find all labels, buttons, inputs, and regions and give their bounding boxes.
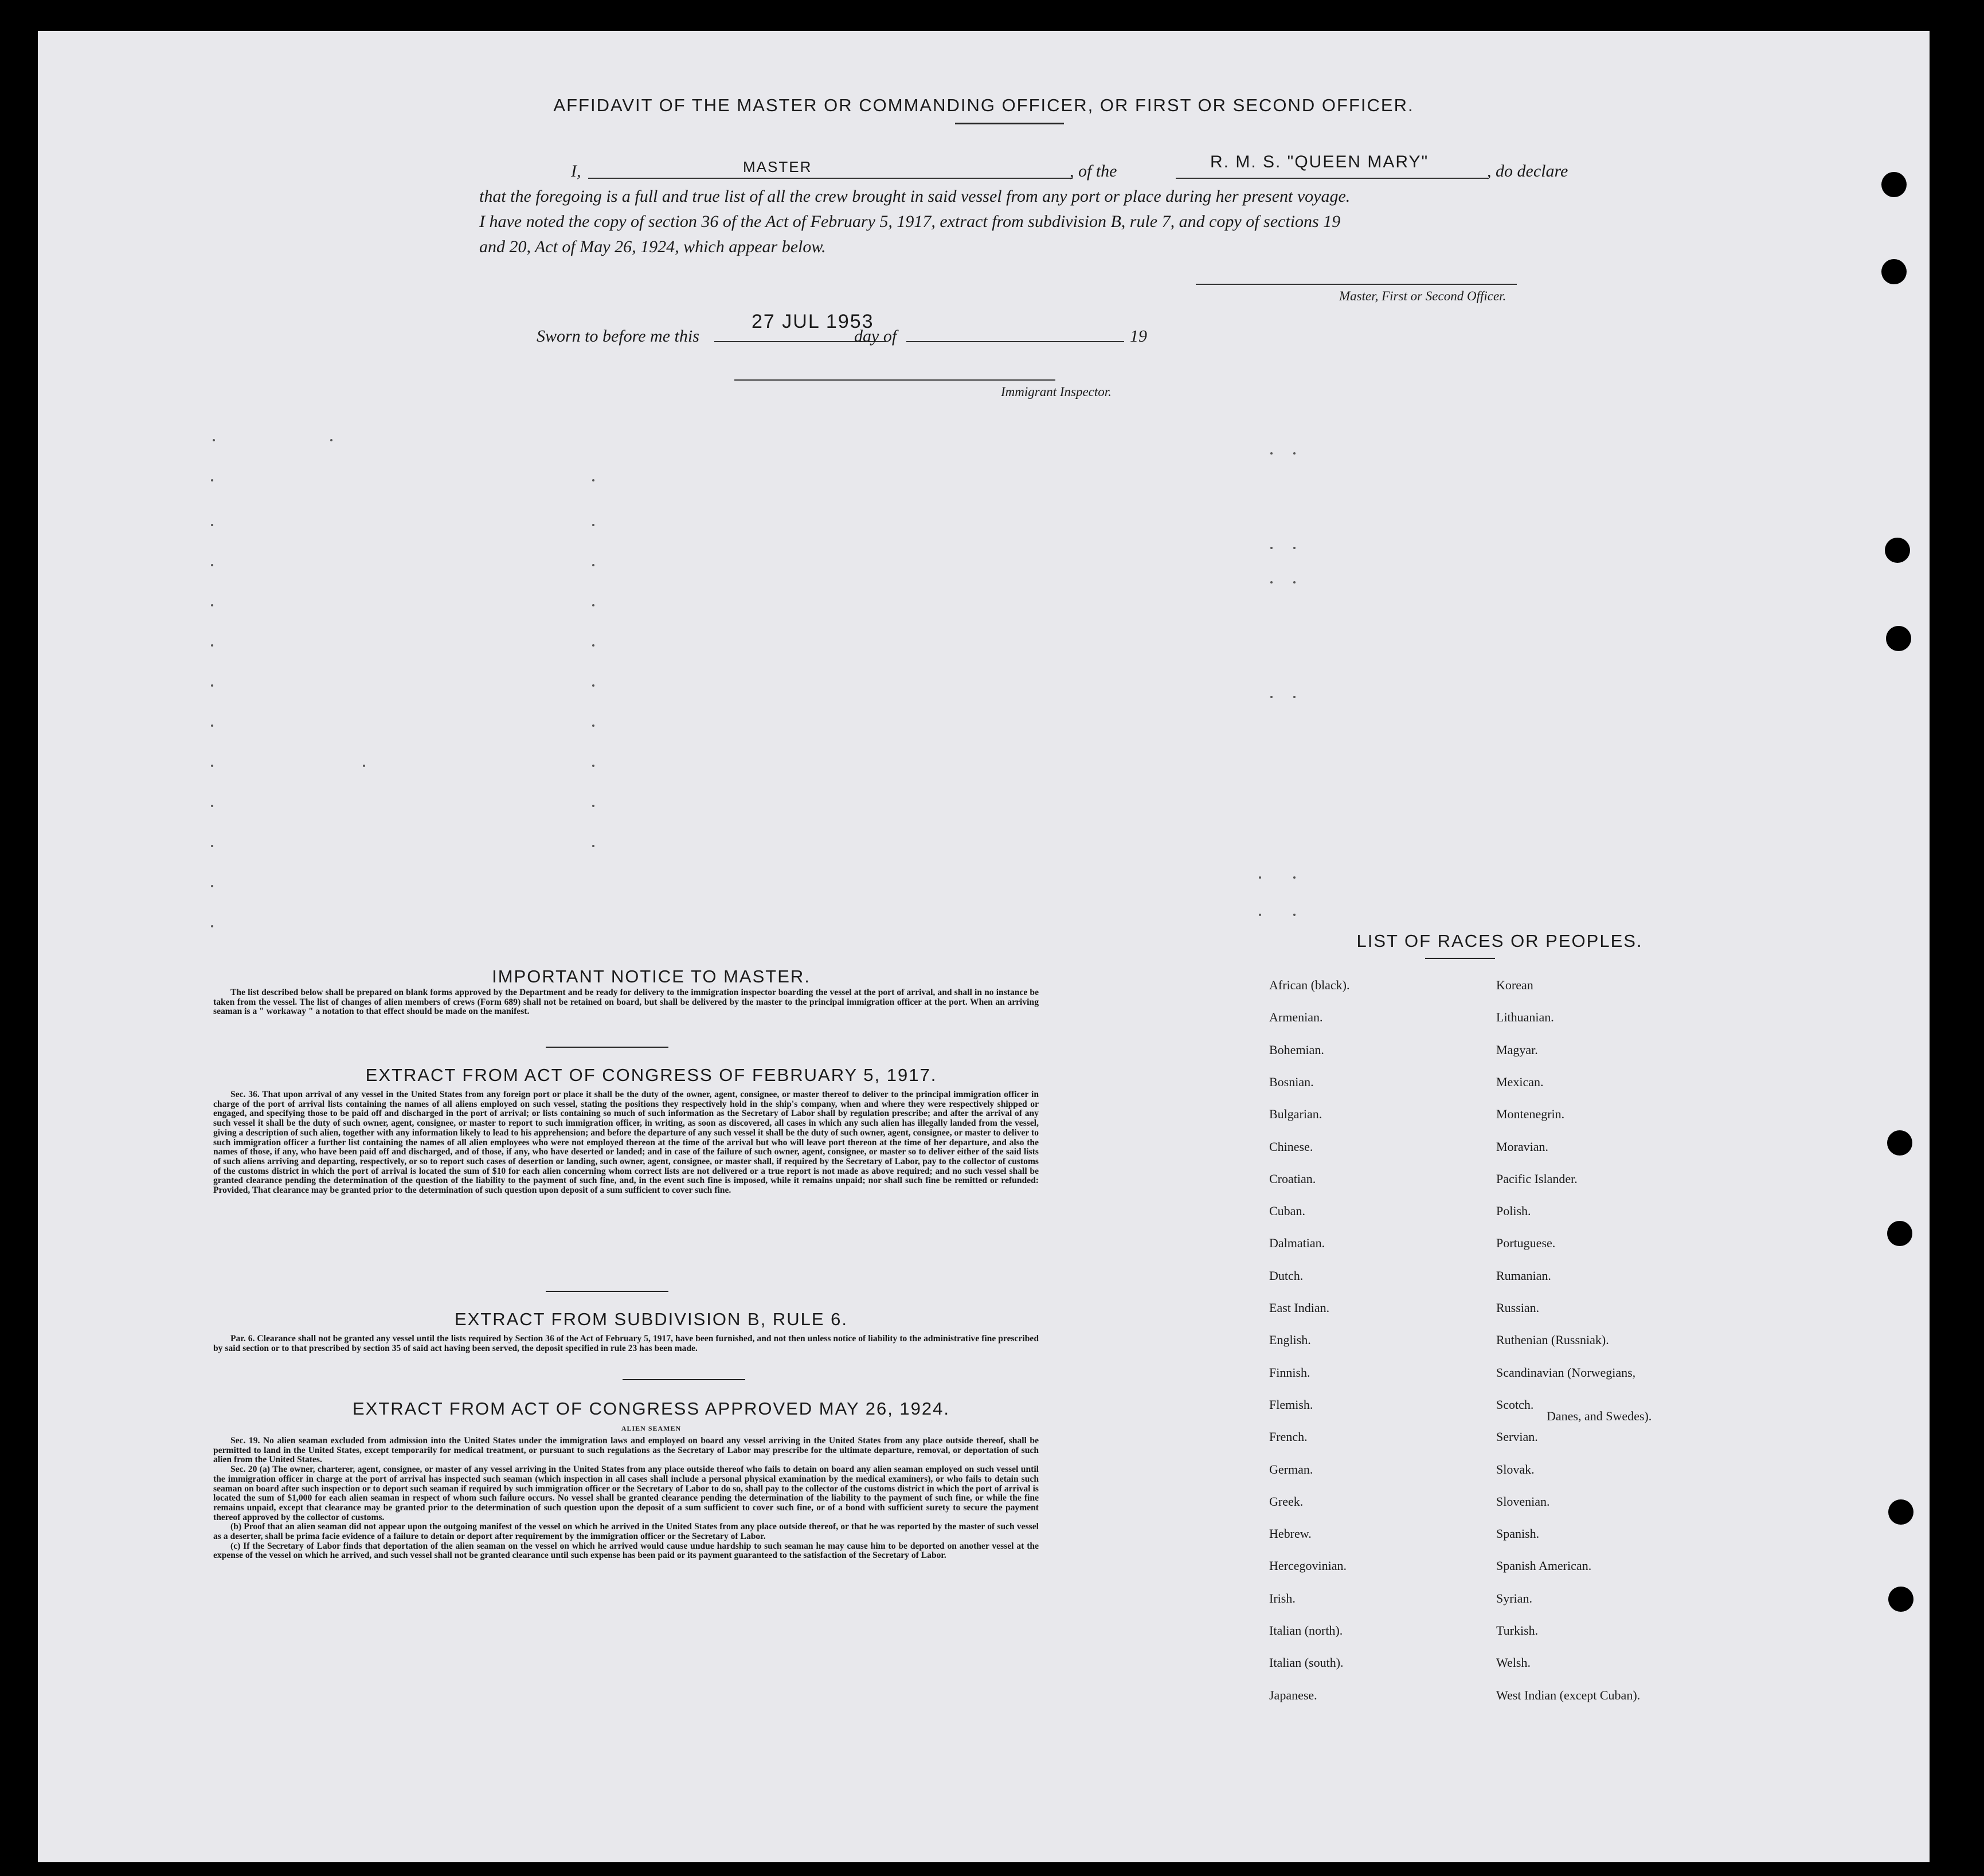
scan-dot	[1293, 914, 1296, 916]
race-item: Slovenian.	[1496, 1494, 1550, 1509]
race-item: Portuguese.	[1496, 1236, 1556, 1251]
race-item: Magyar.	[1496, 1042, 1538, 1057]
extract-1917-divider	[546, 1291, 668, 1292]
race-item: West Indian (except Cuban).	[1496, 1687, 1641, 1702]
affidavit-line-2: that the foregoing is a full and true list of all the crew brought in said vessel from any port or place during her present voyage.	[479, 187, 1351, 206]
scan-dot	[211, 684, 213, 687]
extract-1924-title: EXTRACT FROM ACT OF CONGRESS APPROVED MAY 26, 1924.	[352, 1399, 950, 1419]
sworn-label: Sworn to before me this	[537, 327, 699, 346]
scan-dot	[211, 765, 213, 767]
extract-1917-text	[213, 1090, 1039, 1196]
punch-hole	[1887, 1221, 1912, 1246]
race-item: Hercegovinian.	[1269, 1558, 1347, 1573]
race-item: Japanese.	[1269, 1687, 1317, 1702]
race-item: Polish.	[1496, 1204, 1531, 1219]
notice-title: IMPORTANT NOTICE TO MASTER.	[492, 966, 811, 986]
race-item: German.	[1269, 1462, 1313, 1476]
scan-dot	[1259, 914, 1261, 916]
race-item: Cuban.	[1269, 1204, 1305, 1219]
subdivision-b-paragraph: Par. 6. Clearance shall not be granted any vessel until the lists required by Section 36 of the Act of February 5, 1917, have been furnished, and not then unless notice of liability to the administrative fine prescribed by said section or to that prescribed by section 35 of said act having been served, the deposit specified in rule 23 has been made.	[213, 1334, 1039, 1353]
punch-hole	[1888, 1499, 1913, 1525]
scan-dot	[592, 805, 594, 807]
scan-dot	[1259, 876, 1261, 879]
subdivision-b-title: EXTRACT FROM SUBDIVISION B, RULE 6.	[454, 1309, 848, 1329]
punch-hole	[1885, 538, 1910, 563]
scan-dot	[592, 479, 594, 481]
race-item: French.	[1269, 1429, 1308, 1444]
race-item: Flemish.	[1269, 1397, 1313, 1412]
notice-paragraph: The list described below shall be prepared on blank forms approved by the Department and be ready for delivery to the immigration inspector boarding the vessel at the port of arrival, and shall in no instance be taken from the vessel. The list of changes of alien members of crews (Form 689) shall not be retained on board, but shall be delivered by the master to the principal immigration officer at the port. When an arriving seaman is a " workaway " a notation to that effect should be made on the manifest.	[213, 988, 1039, 1017]
punch-hole	[1888, 1587, 1913, 1612]
extract-1924-sec20b: (b) Proof that an alien seaman did not appear upon the outgoing manifest of the vessel on which he arrived in the United States from any place outside thereof, or that he was reported by the master of such vessel as a deserter, shall be prima facie evidence of a failure to detain or deport after requirement by the immigration officer or the Secretary of Labor.	[213, 1522, 1039, 1542]
extract-1917-paragraph: Sec. 36. That upon arrival of any vessel in the United States from any foreign port or place it shall be the duty of the owner, agent, consignee, or master thereof to deliver to the principal immigration officer in charge of the port of arrival lists containing the names of all aliens employed on such vessel, stating the positions they respectively hold in the ship's company, when and where they were respectively shipped or engaged, and specifying those to be paid off and discharged in the port of arrival; or lists containing so much of such information as the Secretary of Labor shall by regulation prescribe; and after the arrival of any such vessel it shall be the duty of such owner, agent, consignee, or master to report to such immigration officer, in writing, as soon as discovered, all cases in which any such alien has illegally landed from the vessel, giving a description of such alien, together with any information likely to lead to his apprehension; and before the departure of any such vessel it shall be the duty of such owner, agent, consignee, or master to deliver to such immigration officer a further list containing the names of all alien employees who were not employed thereon at the time of the arrival but who will leave port thereon at the time of her departure, and also the names of those, if any, who have been paid off and discharged, and of those, if any, who have deserted or landed; and in case of the failure of such owner, agent, consignee, or master so to deliver either of the said lists of such aliens arriving and departing, respectively, or so to report such cases of desertion or landing, such owner, agent, consignee, or master shall, if required by the Secretary of Labor, pay to the collector of customs of the customs district in which the port of arrival is located the sum of $10 for each alien concerning whom correct lists are not delivered or a true report is not made as above required; and no such vessel shall be granted clearance pending the determination of the question of the liability to the payment of such fine, and, in the event such fine is imposed, while it remains unpaid; nor shall such fine be remitted or refunded: Provided, That clearance may be granted prior to the determination of such question upon deposit of a sum sufficient to cover such fine.	[213, 1090, 1039, 1196]
punch-hole	[1886, 626, 1911, 651]
punch-hole	[1887, 1130, 1912, 1156]
affidavit-line-4: and 20, Act of May 26, 1924, which appear below.	[479, 237, 826, 256]
race-item: Italian (south).	[1269, 1655, 1344, 1670]
scan-dot	[592, 845, 594, 847]
race-item: English.	[1269, 1333, 1311, 1348]
extract-1924-sec20c: (c) If the Secretary of Labor finds that deportation of the alien seaman on the vessel on which he arrived would cause undue hardship to such seaman he may cause him to be deported on another vessel at the expense of the vessel on which he arrived, and such vessel shall not be granted clearance until such expense has been paid or its payment guaranteed to the satisfaction of the Secretary of Labor.	[213, 1541, 1039, 1561]
punch-hole	[1881, 259, 1907, 284]
scan-dot	[211, 604, 213, 606]
scan-dot	[592, 644, 594, 647]
races-title: LIST OF RACES OR PEOPLES.	[1356, 931, 1643, 951]
race-item: Slovak.	[1496, 1462, 1535, 1476]
race-item: Croatian.	[1269, 1171, 1316, 1186]
signature-line	[1196, 284, 1517, 285]
race-item: Korean	[1496, 978, 1533, 992]
affidavit-line-3: I have noted the copy of section 36 of the Act of February 5, 1917, extract from subdivision B, rule 7, and copy of sections 19	[479, 212, 1341, 231]
scan-dot	[1293, 452, 1296, 455]
signature-caption: Master, First or Second Officer.	[1339, 289, 1506, 303]
vessel-stamp: R. M. S. "QUEEN MARY"	[1210, 152, 1429, 171]
race-item: Montenegrin.	[1496, 1107, 1565, 1122]
race-scandinavian-continued: Danes, and Swedes).	[1547, 1409, 1652, 1423]
date-stamp: 27 JUL 1953	[752, 311, 874, 332]
do-declare-label: , do declare	[1487, 162, 1568, 181]
races-divider	[1425, 958, 1495, 959]
notice-text	[213, 988, 1039, 1017]
race-item: Bulgarian.	[1269, 1107, 1322, 1122]
race-item: Pacific Islander.	[1496, 1171, 1578, 1186]
scan-dot	[1293, 696, 1296, 698]
race-item: Spanish American.	[1496, 1558, 1592, 1573]
scan-dot	[1293, 547, 1296, 549]
scan-dot	[1293, 581, 1296, 583]
scan-dot	[1270, 452, 1273, 455]
race-item: Rumanian.	[1496, 1268, 1551, 1283]
scan-dot	[1293, 876, 1296, 879]
master-stamp: MASTER	[743, 158, 812, 175]
race-item: Turkish.	[1496, 1623, 1539, 1638]
race-item: Irish.	[1269, 1591, 1296, 1605]
scan-dot	[211, 845, 213, 847]
title-divider	[955, 123, 1064, 124]
scan-dot	[211, 524, 213, 526]
scan-dot	[211, 885, 213, 887]
race-item: Italian (north).	[1269, 1623, 1343, 1638]
year-prefix: 19	[1130, 327, 1147, 346]
scan-dot	[592, 524, 594, 526]
scan-dot	[330, 439, 332, 441]
race-item: Dalmatian.	[1269, 1236, 1325, 1251]
scan-dot	[211, 564, 213, 566]
race-item: Moravian.	[1496, 1139, 1549, 1154]
race-item: Hebrew.	[1269, 1526, 1312, 1541]
scan-dot	[211, 479, 213, 481]
race-item: Lithuanian.	[1496, 1010, 1554, 1025]
race-item: Ruthenian (Russniak).	[1496, 1333, 1609, 1348]
race-item: Russian.	[1496, 1301, 1540, 1315]
scan-dot	[1270, 581, 1273, 583]
race-item: Mexican.	[1496, 1074, 1544, 1089]
race-item: Scandinavian (Norwegians,	[1496, 1365, 1636, 1380]
notice-divider	[546, 1047, 668, 1048]
race-item: Chinese.	[1269, 1139, 1313, 1154]
affidavit-title: AFFIDAVIT OF THE MASTER OR COMMANDING OFFICER, OR FIRST OR SECOND OFFICER.	[553, 95, 1414, 115]
scan-dot	[592, 765, 594, 767]
race-item: Scotch.	[1496, 1397, 1534, 1412]
scan-dot	[592, 724, 594, 727]
race-item: Syrian.	[1496, 1591, 1532, 1605]
inspector-line	[734, 379, 1055, 381]
scan-dot	[211, 925, 213, 927]
extract-1917-title: EXTRACT FROM ACT OF CONGRESS OF FEBRUARY 5, 1917.	[365, 1065, 937, 1085]
scan-dot	[211, 805, 213, 807]
scan-dot	[1270, 547, 1273, 549]
scan-dot	[211, 724, 213, 727]
race-item: Spanish.	[1496, 1526, 1540, 1541]
extract-1924-subtitle: ALIEN SEAMEN	[621, 1424, 682, 1432]
name-line	[588, 178, 1073, 179]
vessel-line	[1176, 178, 1488, 179]
scan-dot	[363, 765, 365, 767]
scan-dot	[211, 644, 213, 647]
month-line	[906, 341, 1124, 342]
race-item: Bohemian.	[1269, 1042, 1324, 1057]
punch-hole	[1881, 172, 1907, 197]
extract-1924-sec19: Sec. 19. No alien seaman excluded from admission into the United States under the immigration laws and employed on board any vessel arriving in the United States from any place outside thereof, shall be permitted to land in the United States, except temporarily for medical treatment, or pursuant to such regulations as the Secretary of Labor may prescribe for the ultimate departure, removal, or deportation of such alien from the United States.	[213, 1436, 1039, 1465]
race-item: African (black).	[1269, 978, 1350, 992]
race-item: Welsh.	[1496, 1655, 1531, 1670]
extract-1924-sec20a: Sec. 20 (a) The owner, charterer, agent, consignee, or master of any vessel arriving in the United States from any place outside thereof who fails to detain on board any alien seaman employed on such vessel until the immigration officer in charge at the port of arrival has inspected such seaman (which inspection in all cases shall include a personal physical examination by the medical examiners), or who fails to detain such seaman on board after such inspection or to deport such seaman if required by such immigration officer or the Secretary of Labor to do so, shall pay to the collector of the customs district in which the port of arrival is located the sum of $1,000 for each alien seaman in respect of whom such failure occurs. No vessel shall be granted clearance pending the determination of the liability to the payment of such fine, or while the fine remains unpaid, except that clearance may be granted prior to the determination of such question upon the deposit of a sum sufficient to cover such fine, or of a bond with sufficient surety to secure the payment thereof approved by the collector of customs.	[213, 1464, 1039, 1522]
subdivision-b-text	[213, 1334, 1039, 1353]
scan-dot	[592, 604, 594, 606]
extract-1924-text	[213, 1436, 1039, 1561]
race-item: Dutch.	[1269, 1268, 1304, 1283]
race-item: Greek.	[1269, 1494, 1304, 1509]
of-the-label: , of the	[1070, 162, 1117, 181]
scan-dot	[1270, 696, 1273, 698]
document-page	[38, 31, 1930, 1862]
race-item: Armenian.	[1269, 1010, 1323, 1025]
race-item: Bosnian.	[1269, 1074, 1314, 1089]
scan-dot	[592, 684, 594, 687]
subdivision-b-divider	[623, 1379, 745, 1380]
race-item: Servian.	[1496, 1429, 1538, 1444]
scan-dot	[213, 439, 215, 441]
scan-dot	[592, 564, 594, 566]
inspector-caption: Immigrant Inspector.	[1001, 385, 1112, 399]
race-item: East Indian.	[1269, 1301, 1330, 1315]
race-item: Finnish.	[1269, 1365, 1310, 1380]
day-of-label: day of	[854, 327, 897, 346]
affidavit-i-label: I,	[571, 162, 581, 181]
